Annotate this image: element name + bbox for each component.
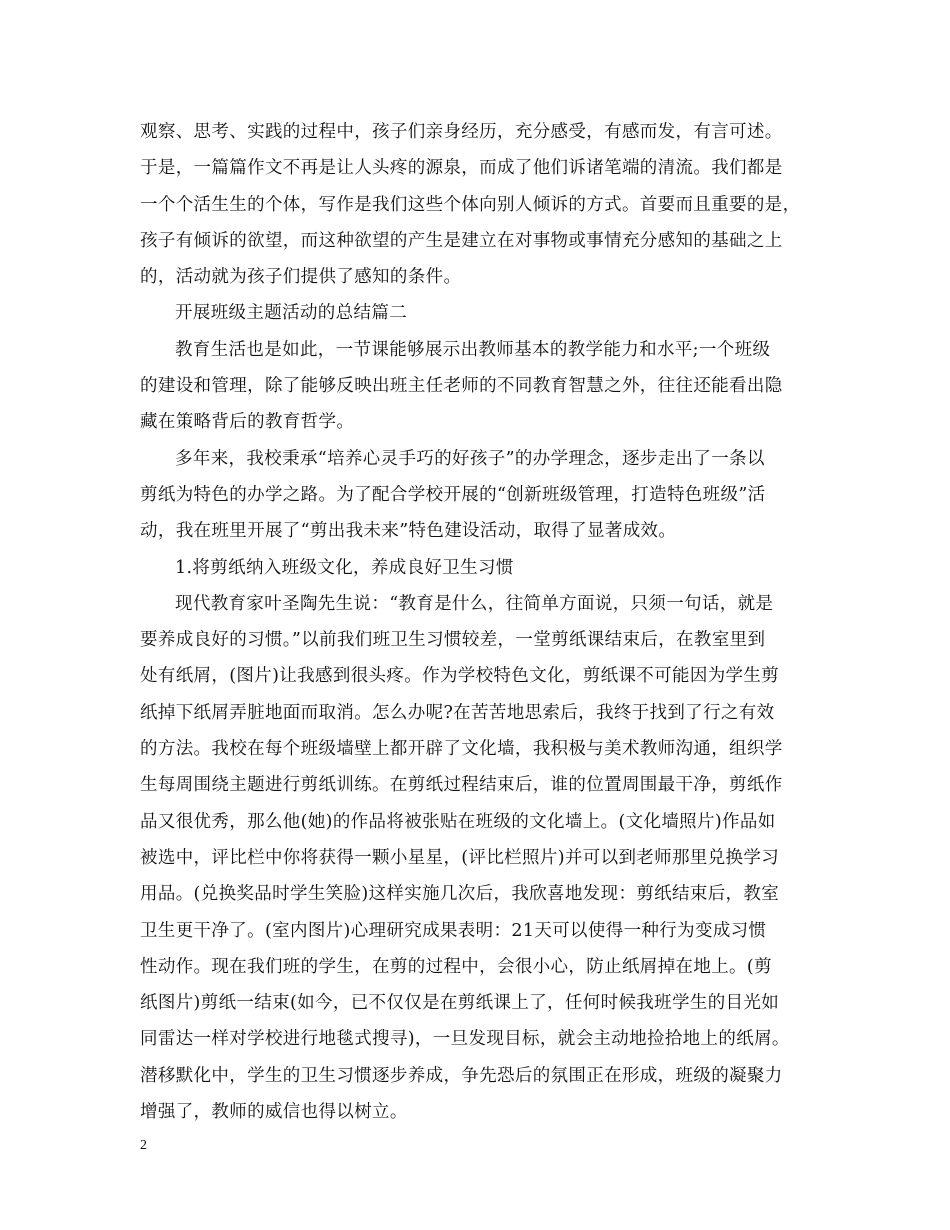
text-line: 动，我在班里开展了“剪出我未来”特色建设活动，取得了显著成效。	[140, 521, 677, 542]
text-line: 的，活动就为孩子们提供了感知的条件。	[140, 267, 462, 288]
text-line: 藏在策略背后的教育哲学。	[140, 412, 355, 433]
text-line: 多年来，我校秉承“培养心灵手巧的好孩子”的办学理念，逐步走出了一条以	[175, 448, 765, 469]
text-line: 教育生活也是如此，一节课能够展示出教师基本的教学能力和水平;一个班级	[175, 339, 771, 360]
text-line: 1.将剪纸纳入班级文化，养成良好卫生习惯	[175, 557, 514, 578]
text-line: 卫生更干净了。(室内图片)心理研究成果表明：21天可以使得一种行为变成习惯	[140, 920, 767, 941]
text-line: 同雷达一样对学校进行地毯式搜寻)，一旦发现目标，就会主动地捡拾地上的纸屑。	[140, 1029, 790, 1050]
text-line: 观察、思考、实践的过程中，孩子们亲身经历，充分感受，有感而发，有言可述。	[140, 122, 783, 142]
text-line: 纸图片)剪纸一结束(如今，已不仅仅是在剪纸课上了，任何时候我班学生的目光如	[140, 993, 780, 1014]
text-line: 开展班级主题活动的总结篇二	[175, 303, 408, 324]
text-line: 现代教育家叶圣陶先生说：“教育是什么，往简单方面说，只须一句话，就是	[175, 593, 774, 614]
text-line: 要养成良好的习惯。”以前我们班卫生习惯较差，一堂剪纸课结束后，在教室里到	[140, 630, 766, 651]
text-line: 被选中，评比栏中你将获得一颗小星星，(评比栏照片)并可以到老师那里兑换学习	[140, 847, 780, 868]
text-line: 增强了，教师的威信也得以树立。	[140, 1102, 408, 1123]
text-line: 一个个活生生的个体，写作是我们这些个体向别人倾诉的方式。首要而且重要的是，	[140, 194, 801, 215]
text-line: 生每周围绕主题进行剪纸训练。在剪纸过程结束后，谁的位置周围最干净，剪纸作	[140, 775, 783, 796]
text-line: 的方法。我校在每个班级墙壁上都开辟了文化墙，我积极与美术教师沟通，组织学	[140, 739, 783, 760]
text-line: 孩子有倾诉的欲望，而这种欲望的产生是建立在对事物或事情充分感知的基础之上	[140, 230, 783, 251]
text-line: 用品。(兑换奖品时学生笑脸)这样实施几次后，我欣喜地发现：剪纸结束后，教室	[140, 884, 780, 905]
text-line: 性动作。现在我们班的学生，在剪的过程中，会很小心，防止纸屑掉在地上。(剪	[140, 956, 772, 977]
text-line: 于是，一篇篇作文不再是让人头疼的源泉，而成了他们诉诸笔端的清流。我们都是	[140, 158, 783, 179]
document-body	[140, 114, 820, 1130]
text-line: 的建设和管理，除了能够反映出班主任老师的不同教育智慧之外，往往还能看出隐	[140, 376, 783, 397]
text-line: 品又很优秀，那么他(她)的作品将被张贴在班级的文化墙上。(文化墙照片)作品如	[140, 811, 776, 832]
text-line: 剪纸为特色的办学之路。为了配合学校开展的“创新班级管理，打造特色班级”活	[140, 484, 766, 505]
text-line: 纸掉下纸屑弄脏地面而取消。怎么办呢?在苦苦地思索后，我终于找到了行之有效	[140, 702, 775, 723]
text-line: 处有纸屑，(图片)让我感到很头疼。作为学校特色文化，剪纸课不可能因为学生剪	[140, 666, 780, 687]
text-line: 潜移默化中，学生的卫生习惯逐步养成，争先恐后的氛围正在形成，班级的凝聚力	[140, 1065, 783, 1086]
page-number: 2	[140, 1138, 147, 1153]
